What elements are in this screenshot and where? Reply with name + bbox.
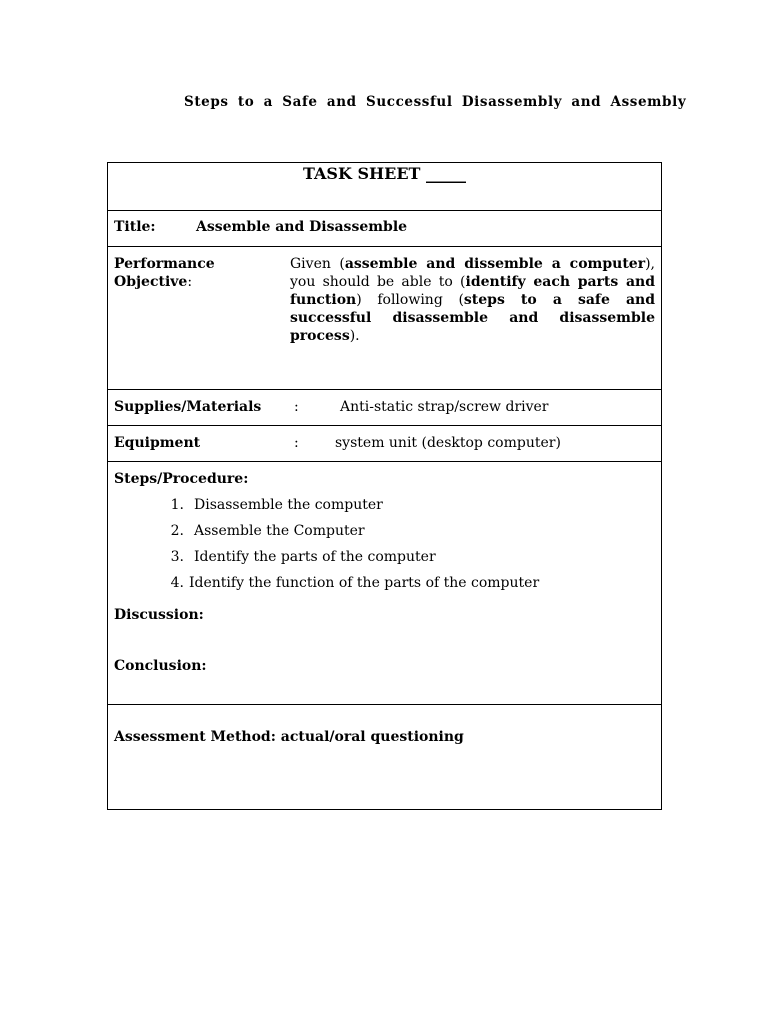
title-row — [108, 211, 662, 247]
discussion-label: Discussion: — [114, 607, 204, 623]
steps-label: Steps/Procedure: — [114, 471, 249, 487]
assessment-method: Assessment Method: actual/oral questioning — [114, 729, 464, 745]
supplies-label: Supplies/Materials — [114, 399, 262, 415]
objective-text-part: ) following ( — [356, 292, 464, 308]
step-text: Assemble the Computer — [194, 523, 365, 539]
equipment-separator: : — [294, 435, 299, 451]
step-text: Disassemble the computer — [194, 497, 383, 513]
objective-text-part: ). — [349, 328, 360, 344]
title-label: Title: — [114, 219, 156, 235]
step-item — [114, 522, 655, 548]
step-number: 2. — [170, 523, 184, 539]
step-text: Identify the parts of the computer — [194, 549, 436, 565]
steps-row — [108, 462, 662, 705]
document-heading: Steps to a Safe and Successful Disassembly and Assembly — [184, 94, 687, 110]
supplies-row — [108, 390, 662, 426]
task-sheet-title: TASK SHEET _____ — [302, 164, 466, 183]
supplies-separator: : — [294, 399, 299, 415]
performance-objective-row — [108, 247, 662, 390]
equipment-label: Equipment — [114, 435, 201, 451]
equipment-row — [108, 426, 662, 462]
step-item — [114, 574, 655, 600]
task-sheet-header-row — [108, 163, 662, 211]
objective-label: Performance Objective — [114, 256, 215, 290]
title-value: Assemble and Disassemble — [196, 219, 408, 235]
supplies-value: Anti-static strap/screw driver — [340, 399, 549, 415]
step-number: 4. — [170, 575, 184, 591]
objective-colon: : — [187, 274, 193, 290]
objective-bold-part: assemble and dissemble a computer — [344, 256, 646, 272]
equipment-value: system unit (desktop computer) — [335, 435, 561, 451]
steps-list — [114, 496, 655, 600]
objective-text-part: Given ( — [290, 256, 345, 272]
task-sheet-table — [107, 162, 662, 810]
step-number: 1. — [170, 497, 184, 513]
step-item — [114, 548, 655, 574]
conclusion-label: Conclusion: — [114, 658, 207, 674]
step-number: 3. — [170, 549, 184, 565]
step-text: Identify the function of the parts of the computer — [189, 575, 540, 591]
step-item — [114, 496, 655, 522]
objective-text-part: ), you should be able to ( — [290, 256, 655, 290]
objective-bold-part: steps to a safe and successful disassemble and disassemble process — [290, 292, 655, 344]
assessment-row — [108, 705, 662, 810]
objective-bold-part: identify each parts and function — [290, 274, 655, 308]
objective-text — [290, 255, 655, 345]
